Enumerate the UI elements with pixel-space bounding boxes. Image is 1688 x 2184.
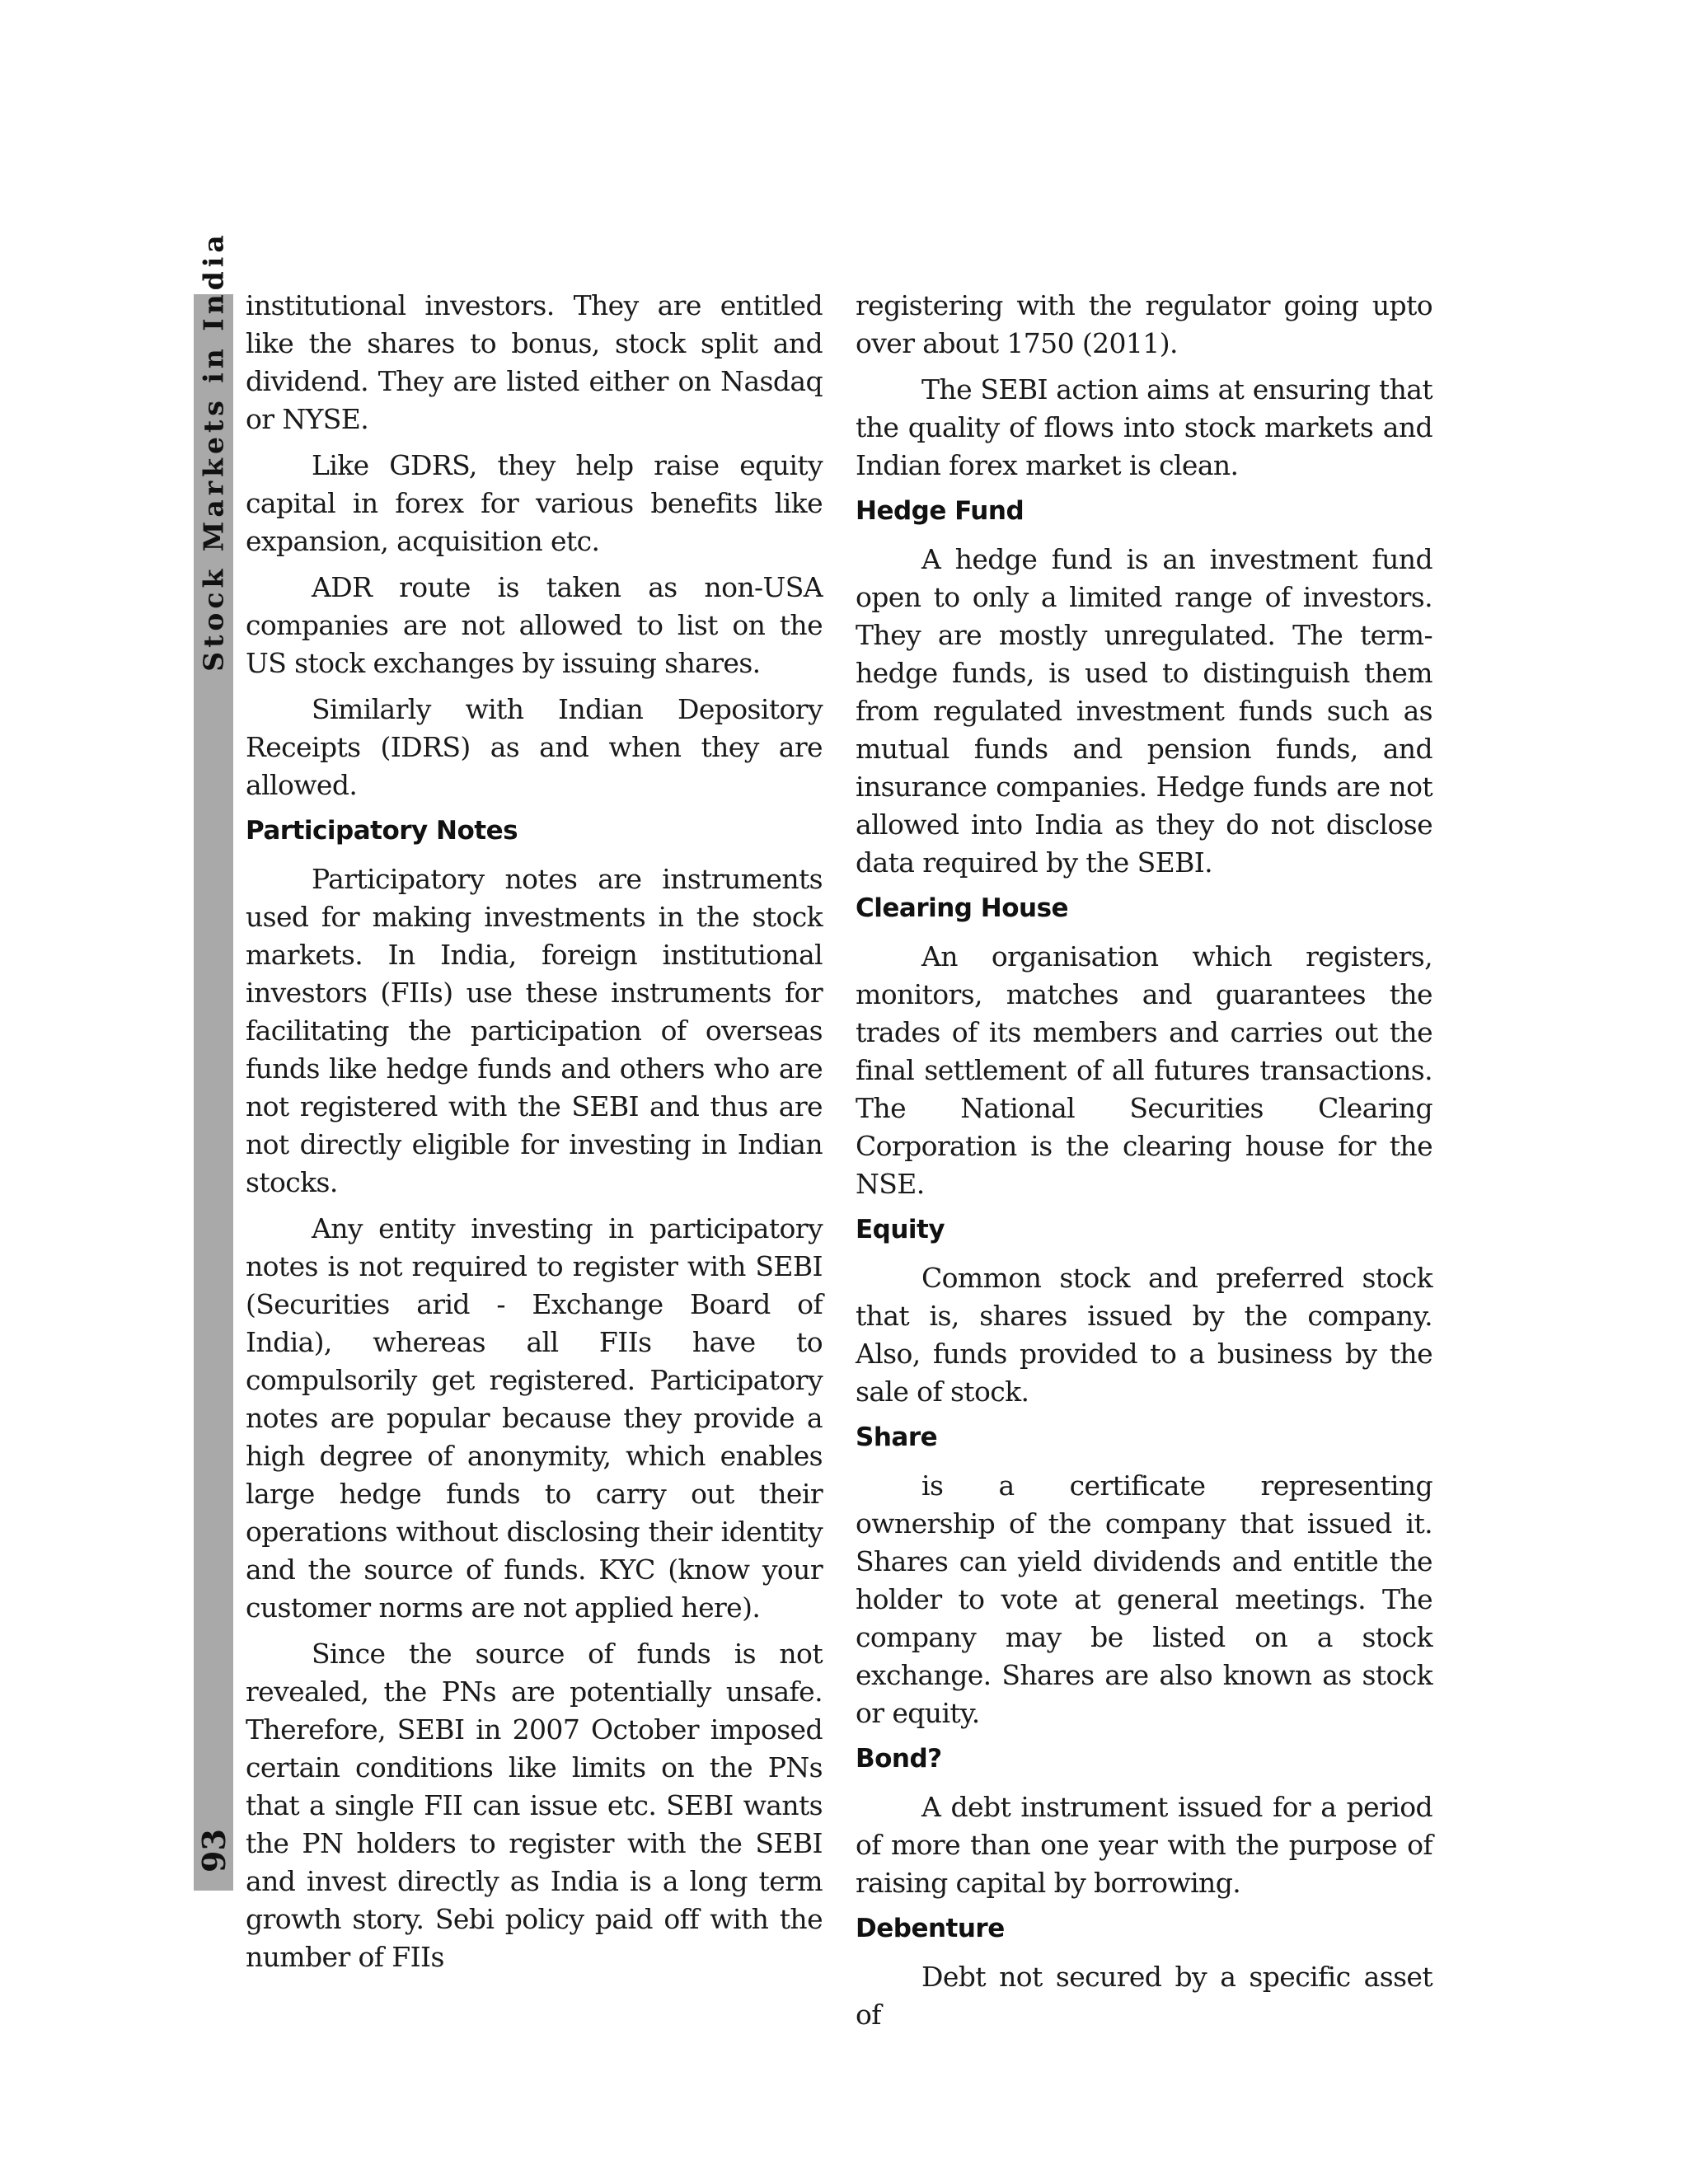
section-heading-clearing-house: Clearing House [856, 893, 1069, 923]
section-heading-debenture: Debenture [856, 1914, 1005, 1943]
paragraph: The SEBI action aims at ensuring that the quality of flows into stock markets and Indian forex market is clean. [856, 373, 1432, 481]
paragraph: A hedge fund is an investment fund open to only a limited range of investors. They are mostly unregulated. The term-hedge funds, is used to distinguish them from regulated investment funds such as mutual funds and pension funds, and insurance companies. Hedge funds are not allowed into India as they do not disclose data required by the SEBI. [856, 543, 1432, 879]
section-heading-equity: Equity [856, 1215, 945, 1244]
section-heading-share: Share [856, 1422, 938, 1452]
section-heading-bond: Bond? [856, 1744, 942, 1774]
right-column [856, 287, 1432, 2042]
paragraph: An organisation which registers, monitors, matches and guarantees the trades of its members and carries out the final settlement of all futures transactions. The National Securities Clearing Corporation is the clearing house for the NSE. [856, 940, 1432, 1200]
paragraph: Debt not secured by a specific asset of [856, 1961, 1432, 2031]
running-title: Stock Markets in India [197, 230, 230, 672]
paragraph: ADR route is taken as non-USA companies are not allowed to list on the US stock exchanges by issuing shares. [246, 571, 823, 679]
paragraph: Since the source of funds is not revealed, the PNs are potentially unsafe. Therefore, SEBI in 2007 October imposed certain conditions like limits on the PNs that a single FII can issue etc. SEBI wants the PN holders to register with the SEBI and invest directly as India is a long term growth story. Sebi policy paid off with the number of FIIs [246, 1638, 823, 1973]
paragraph: registering with the regulator going upto over about 1750 (2011). [856, 289, 1432, 359]
section-heading-participatory-notes: Participatory Notes [246, 816, 518, 846]
page-number-container [195, 1817, 232, 1883]
paragraph: Any entity investing in participatory notes is not required to register with SEBI (Securities arid - Exchange Board of India), whereas all FIIs have to compulsorily get registered. Participatory notes are popular because they provide a high degree of anonymity, which enables large hedge funds to carry out their operations without disclosing their identity and the source of funds. KYC (know your customer norms are not applied here). [246, 1212, 823, 1624]
paragraph: Participatory notes are instruments used for making investments in the stock markets. In India, foreign institutional investors (FIIs) use these instruments for facilitating the participation of overseas funds like hedge funds and others who are not registered with the SEBI and thus are not directly eligible for investing in Indian stocks. [246, 863, 823, 1198]
paragraph: A debt instrument issued for a period of more than one year with the purpose of raising capital by borrowing. [856, 1791, 1432, 1899]
paragraph: Common stock and preferred stock that is, shares issued by the company. Also, funds provided to a business by the sale of stock. [856, 1262, 1432, 1408]
running-title-container [195, 230, 232, 672]
left-column [246, 287, 823, 1985]
section-heading-hedge-fund: Hedge Fund [856, 496, 1025, 526]
page-number: 93 [195, 1828, 232, 1872]
paragraph: institutional investors. They are entitled like the shares to bonus, stock split and dividend. They are listed either on Nasdaq or NYSE. [246, 289, 823, 435]
paragraph: Similarly with Indian Depository Receipts (IDRS) as and when they are allowed. [246, 693, 823, 801]
paragraph: is a certificate representing ownership of the company that issued it. Shares can yield dividends and entitle the holder to vote at general meetings. The company may be listed on a stock exchange. Shares are also known as stock or equity. [856, 1469, 1432, 1729]
paragraph: Like GDRS, they help raise equity capital in forex for various benefits like expansion, acquisition etc. [246, 449, 823, 557]
